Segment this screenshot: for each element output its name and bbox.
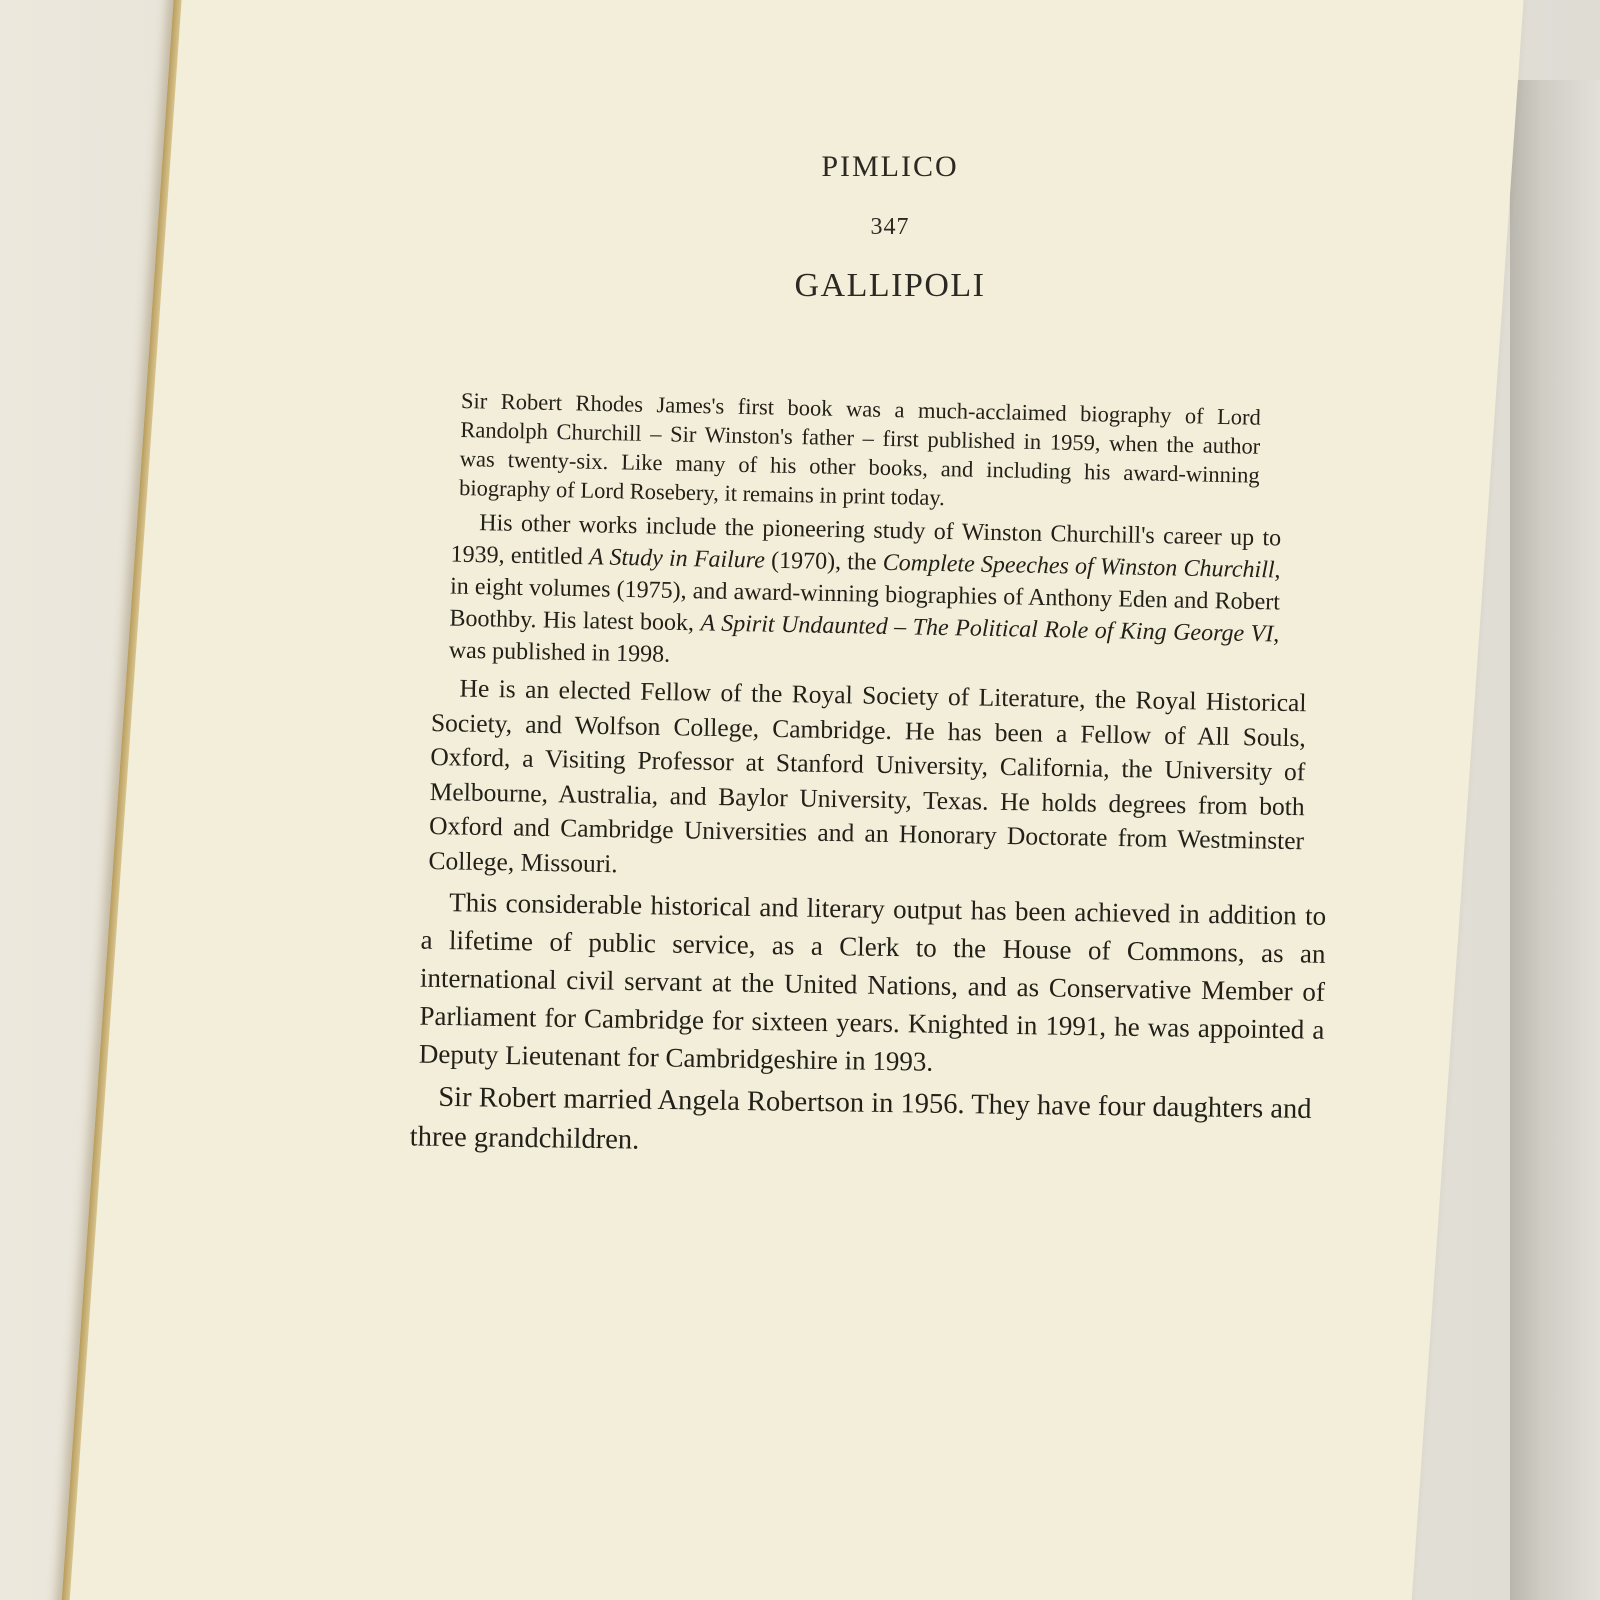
page-content [409, 150, 1360, 1164]
bio-text: , was published in 1998. [448, 621, 1280, 668]
bio-paragraph-4: This considerable historical and literary output has been achieved in addition to a lifetime of public service, as a Clerk to the House of Commons, as an international civil servant at the United Nations, and as Conservative Member of Parliament for Cambridge for sixteen years. Knighted in 1991, he was appointed a Deputy Lieutenant for Cambridgeshire in 1993. [418, 887, 1327, 1077]
bio-text: His other works include the pioneering study of Winston Churchill's career up to 1939, entitled [450, 510, 1282, 571]
bio-paragraph-2 [419, 506, 1362, 684]
book-reference: A Study in Failure [588, 544, 766, 574]
bio-paragraph-1: Sir Robert Rhodes James's first book was a much-acclaimed biography of Lord Randolph Churchill – Sir Winston's father – first published in 1959, when the author was twenty-six. Like many of his other books, and including his award-winning biography of Lord Rosebery, it remains in print today. [458, 388, 1262, 511]
bio-paragraph-5: Sir Robert married Angela Robertson in 1956. They have four daughters and three grandchildren. [409, 1081, 1312, 1156]
series-name: PIMLICO [821, 150, 959, 183]
series-number: 347 [870, 214, 910, 240]
bio-text: (1970), the [764, 547, 884, 576]
author-biography [409, 388, 1360, 1164]
book-reference: A Spirit Undaunted – The Political Role of King George VI [700, 610, 1274, 648]
book-title: GALLIPOLI [794, 267, 986, 304]
bio-paragraph-3: He is an elected Fellow of the Royal Society of Literature, the Royal Historical Society, and Wolfson College, Cambridge. He has been a Fellow of All Souls, Oxford, a Visiting Professor at Stanford University, California, the University of Melbourne, Australia, and Baylor University, Texas. He holds degrees from both Oxford and Cambridge Universities and an Honorary Doctorate from Westminster College, Missouri. [428, 673, 1307, 878]
book-reference: Complete Speeches of Winston Churchill [882, 549, 1275, 584]
bio-text: , in eight volumes (1975), and award-winning biographies of Anthony Eden and Robert Boothby. His latest book, [449, 557, 1281, 637]
background-shadow [1510, 80, 1600, 1600]
